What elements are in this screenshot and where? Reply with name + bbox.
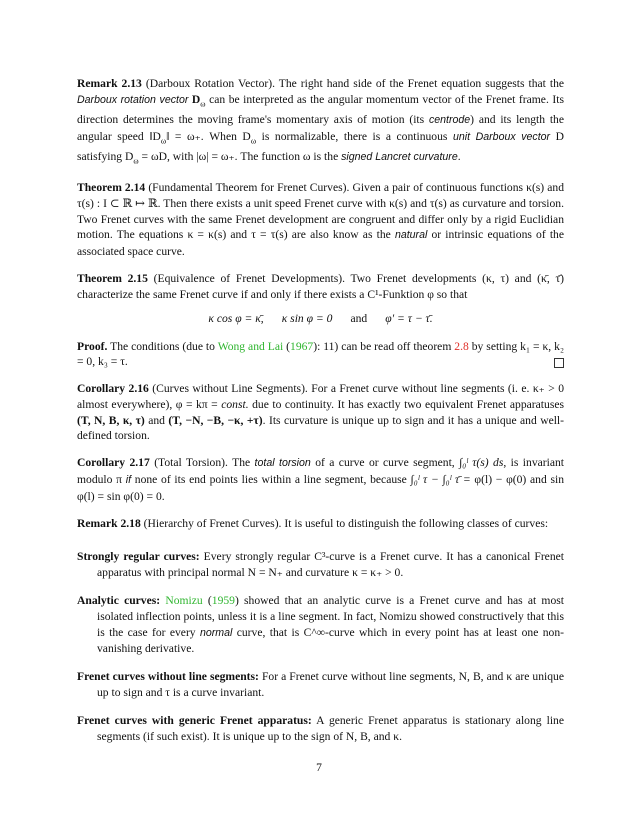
remark-text: The right hand side of the Frenet equation suggests that the <box>275 77 565 90</box>
corollary-2-16 <box>77 381 564 444</box>
corollary-text: φ(l) − φ(0) and sin φ(l) = sin φ(0) = 0. <box>77 473 565 503</box>
page-body <box>77 76 564 756</box>
remark-text: It is useful to distinguish the following classes of curves: <box>281 516 549 530</box>
integral-total-torsion: ∫₀ˡ τ(s) ds <box>459 456 504 470</box>
theorem-title: (Fundamental Theorem for Frenet Curves). <box>148 180 350 194</box>
corollary-head: Corollary 2.17 <box>77 456 150 470</box>
equation-part: φ′ = τ − τ̄. <box>385 311 433 325</box>
theorem-text: Given a pair of continuous functions κ(s) and τ(s) : I ⊂ ℝ ↦ ℝ. Then there exists a unit speed Frenet curve with κ(s) and τ(s) as curvature and torsion. Two Frenet curves with the same Frenet development are congruent and differ only by a rigid Euclidian motion. The equations κ = κ(s) and τ = τ(s) are also know as the <box>77 180 564 242</box>
corollary-text: For a Frenet curve without line segments (i. e. κ₊ > 0 almost everywhere), φ = kπ = <box>77 382 565 411</box>
remark-text: ‖ = ω₊. When D <box>166 129 251 143</box>
term-if: if <box>125 474 132 487</box>
corollary-head: Corollary 2.16 <box>77 382 149 396</box>
apparatus-2: (T, −N, −B, −κ, +τ) <box>168 413 263 427</box>
curve-class-list <box>77 549 564 744</box>
integral-difference: ∫₀ˡ τ − ∫₀ˡ τ̄ = <box>410 473 471 487</box>
apparatus-1: (T, N, B, κ, τ) <box>77 413 145 427</box>
equation-and: and <box>350 311 368 325</box>
remark-head: Remark 2.18 <box>77 516 141 530</box>
corollary-text: none of its end points lies within a line segment, because <box>131 473 411 487</box>
theorem-2-14 <box>77 180 564 260</box>
corollary-text: of a curve or curve segment, <box>310 456 460 470</box>
darboux-symbol: D <box>188 92 201 106</box>
term-total-torsion: total torsion <box>254 457 311 470</box>
list-item-head: Frenet curves with generic Frenet apparatus: <box>77 713 312 727</box>
theorem-reference-link[interactable]: 2.8 <box>454 339 469 353</box>
corollary-text: . Its curvature is unique up to sign and it has a unique and well-defined torsion. <box>77 413 565 443</box>
proof <box>77 339 564 371</box>
corollary-title: (Curves without Line Segments). <box>152 382 308 396</box>
term-normal: normal <box>199 626 233 639</box>
const-term: const. <box>221 397 249 411</box>
remark-2-18 <box>77 516 564 532</box>
list-item-text: ( <box>202 594 212 608</box>
theorem-head: Theorem 2.15 <box>77 271 148 285</box>
equation-part: κ cos φ = κ̄, <box>208 311 264 325</box>
term-darboux-rotation-vector: Darboux rotation vector <box>77 93 189 106</box>
corollary-title: (Total Torsion). <box>154 456 228 470</box>
term-centrode: centrode <box>428 113 471 126</box>
theorem-text: Two Frenet developments (κ, τ) and (κ̄, τ̄) characterize the same Frenet curve if and only if there exists a C¹-Funktion φ so that <box>77 271 564 301</box>
corollary-text: due to continuity. It has exactly two equivalent Frenet apparatuses <box>248 397 564 411</box>
remark-2-13: Remark 2.13 (Darboux Rotation Vector). The right hand side of the Frenet equation suggests that the Darboux rotation vector $D_\omega$ can be interpreted as the angular momentum vector of the Frenet frame. Its direction determines the moving frame's momentary axis of motion (its centrode) and its length the angular speed $‖D_\omega‖ = \omega_+$. When $D_\omega$ is normalizable, there is a continuous unit Darboux vector D satisfying $D_\omega = \omega D$, with |ω| = ω₊. The function ω is the signed Lancret curvature. <box>77 77 565 166</box>
proof-text: by setting k₁ = κ, k₂ = 0, k₃ = τ. <box>77 339 565 369</box>
corollary-and: and <box>148 413 165 427</box>
theorem-text: or intrinsic equations of the associated space curve. <box>77 228 564 259</box>
list-item-text: curve, that is C^∞-curve which in every point has at least one non-vanishing derivative. <box>97 625 564 656</box>
list-item <box>77 713 564 745</box>
term-natural: natural <box>394 229 428 242</box>
remark-text: D satisfying D <box>77 129 564 163</box>
proof-text: The conditions (due to <box>107 339 218 353</box>
equation-part: κ sin φ = 0 <box>281 311 333 325</box>
theorem-title: (Equivalence of Frenet Developments). <box>153 271 345 285</box>
remark-text: . <box>457 149 461 163</box>
list-item-head: Analytic curves: <box>77 594 161 608</box>
corollary-text: , is invariant modulo π <box>77 456 565 487</box>
list-item-text: A generic Frenet apparatus is stationary along line segments (if such exist). It is unique up to the sign of N, B, and κ. <box>97 713 564 743</box>
theorem-head: Theorem 2.14 <box>77 180 146 194</box>
corollary-text: The <box>227 456 255 470</box>
list-item-head: Strongly regular curves: <box>77 550 200 564</box>
remark-title: (Hierarchy of Frenet Curves). <box>143 516 282 530</box>
proof-text: ): 11) can be read off theorem <box>313 339 455 353</box>
list-item <box>77 593 564 657</box>
page-number: 7 <box>316 761 322 774</box>
citation-link[interactable]: Nomizu <box>165 594 203 608</box>
term-unit-darboux-vector: unit Darboux vector <box>452 130 551 143</box>
citation-year-link[interactable]: 1967 <box>290 339 314 353</box>
citation-year-link[interactable]: 1959 <box>211 594 235 608</box>
remark-text: is normalizable, there is a continuous <box>256 129 453 143</box>
remark-text: ) and its length the angular speed ‖D <box>77 112 565 143</box>
list-item-text: Every strongly regular C³-curve is a Frenet curve. It has a canonical Frenet apparatus with principal normal N = N₊ and curvature κ = κ₊ > 0. <box>97 550 564 580</box>
term-signed-lancret-curvature: signed Lancret curvature <box>341 150 458 163</box>
remark-title: (Darboux Rotation Vector). <box>145 77 276 90</box>
list-item-head: Frenet curves without line segments: <box>77 670 259 684</box>
qed-square-icon <box>554 358 564 368</box>
theorem-2-15 <box>77 271 564 303</box>
proof-head: Proof. <box>77 339 108 353</box>
list-item <box>77 549 564 581</box>
remark-text: can be interpreted as the angular momentum vector of the Frenet frame. Its direction determines the moving frame's momentary axis of motion (its <box>77 92 564 126</box>
list-item-text: For a Frenet curve without line segments, N, B, and κ are unique up to sign and τ is a curve invariant. <box>97 670 564 700</box>
proof-text: ( <box>283 339 291 353</box>
remark-head: Remark 2.13 <box>77 77 142 90</box>
citation-link[interactable]: Wong and Lai <box>217 339 284 353</box>
remark-text: = ωD, with |ω| = ω₊. The function ω is the <box>138 149 342 163</box>
corollary-2-17 <box>77 455 564 504</box>
list-item <box>77 669 564 701</box>
list-item-text: ) showed that an analytic curve is a Frenet curve and has at most isolated inflection points, unless it is a line segment. In fact, Nomizu showed constructively that this is the case for every <box>97 594 564 639</box>
display-equation <box>77 311 564 327</box>
